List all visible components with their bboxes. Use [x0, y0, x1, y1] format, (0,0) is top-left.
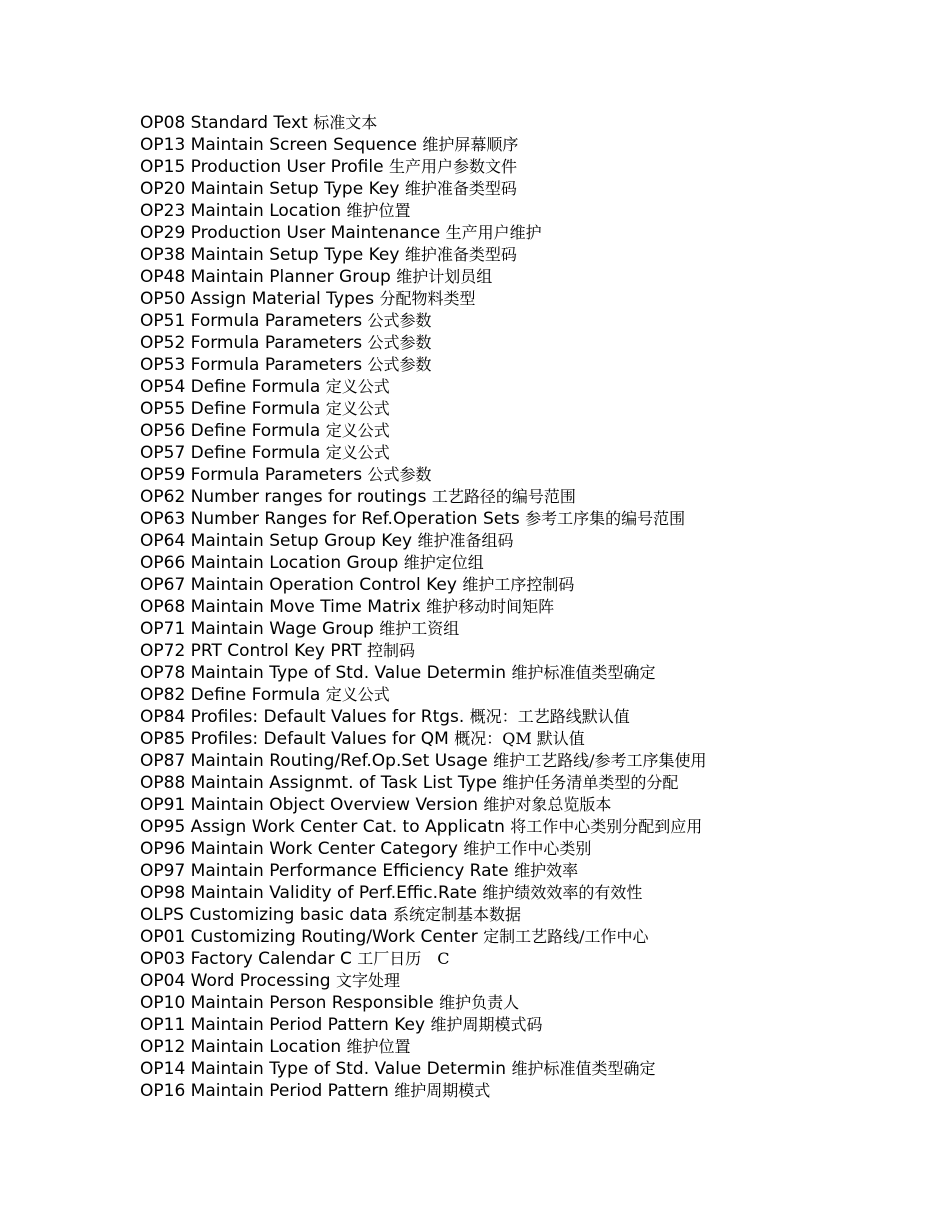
- transaction-description: Maintain Setup Group Key: [190, 531, 413, 551]
- transaction-code: OP04: [140, 971, 186, 991]
- transaction-description: Maintain Person Responsible: [190, 993, 434, 1013]
- transaction-description: Maintain Routing/Ref.Op.Set Usage: [190, 751, 488, 771]
- transaction-description-chinese: 参考工序集的编号范围: [525, 509, 686, 528]
- transaction-description: Production User Profile: [190, 157, 384, 177]
- transaction-description: Define Formula: [190, 421, 321, 441]
- transaction-line: [140, 574, 930, 596]
- transaction-line: [140, 332, 930, 354]
- transaction-description: Maintain Validity of Perf.Effic.Rate: [190, 883, 477, 903]
- transaction-description-chinese: 维护负责人: [439, 993, 520, 1012]
- transaction-description: Maintain Assignmt. of Task List Type: [190, 773, 497, 793]
- transaction-description-chinese: 将工作中心类别分配到应用: [510, 817, 703, 836]
- transaction-description-chinese: 生产用户参数文件: [388, 157, 517, 176]
- transaction-line: [140, 244, 930, 266]
- transaction-code: OP29: [140, 223, 186, 243]
- transaction-code: OP84: [140, 707, 186, 727]
- transaction-line: [140, 222, 930, 244]
- transaction-description: Assign Work Center Cat. to Applicatn: [190, 817, 505, 837]
- transaction-line: [140, 200, 930, 222]
- transaction-code: OP38: [140, 245, 186, 265]
- transaction-code: OP91: [140, 795, 186, 815]
- transaction-line: [140, 860, 930, 882]
- transaction-line: [140, 926, 930, 948]
- transaction-description-chinese: 定义公式: [325, 399, 390, 418]
- transaction-description: Maintain Location: [190, 201, 342, 221]
- transaction-description-chinese: 公式参数: [367, 355, 432, 374]
- transaction-line: [140, 288, 930, 310]
- transaction-description: Assign Material Types: [190, 289, 375, 309]
- transaction-line: [140, 838, 930, 860]
- transaction-description-chinese: 维护移动时间矩阵: [426, 597, 555, 616]
- transaction-description-chinese: 定义公式: [325, 443, 390, 462]
- transaction-code: OP20: [140, 179, 186, 199]
- transaction-line: [140, 970, 930, 992]
- transaction-code: OP15: [140, 157, 186, 177]
- transaction-code: OP96: [140, 839, 186, 859]
- transaction-code: OP85: [140, 729, 186, 749]
- transaction-description: Define Formula: [190, 685, 321, 705]
- transaction-code: OP11: [140, 1015, 186, 1035]
- transaction-description-chinese: 公式参数: [367, 333, 432, 352]
- transaction-description-chinese: 生产用户维护: [445, 223, 542, 242]
- transaction-code: OP10: [140, 993, 186, 1013]
- transaction-line: [140, 178, 930, 200]
- transaction-description-chinese: 维护绩效效率的有效性: [482, 883, 643, 902]
- transaction-description-chinese: 维护工艺路线/参考工序集使用: [493, 751, 707, 770]
- transaction-description: Profiles: Default Values for Rtgs.: [190, 707, 465, 727]
- transaction-line: [140, 464, 930, 486]
- transaction-line: [140, 508, 930, 530]
- transaction-description-chinese: 维护效率: [514, 861, 579, 880]
- transaction-description: Maintain Setup Type Key: [190, 245, 400, 265]
- transaction-description-chinese: 维护位置: [346, 1037, 411, 1056]
- transaction-code: OP14: [140, 1059, 186, 1079]
- transaction-line: [140, 992, 930, 1014]
- transaction-line: [140, 310, 930, 332]
- transaction-description: Maintain Screen Sequence: [190, 135, 417, 155]
- transaction-description: Define Formula: [190, 443, 321, 463]
- transaction-description: Maintain Planner Group: [190, 267, 391, 287]
- transaction-description: Maintain Work Center Category: [190, 839, 458, 859]
- transaction-line: [140, 662, 930, 684]
- transaction-code: OP16: [140, 1081, 186, 1101]
- transaction-description-chinese: 公式参数: [367, 311, 432, 330]
- transaction-description-chinese: 概况：QM 默认值: [454, 729, 585, 748]
- transaction-line: [140, 1058, 930, 1080]
- transaction-line: [140, 882, 930, 904]
- transaction-code: OP23: [140, 201, 186, 221]
- transaction-description-chinese: 维护周期模式: [394, 1081, 491, 1100]
- transaction-line: [140, 728, 930, 750]
- transaction-code: OP55: [140, 399, 186, 419]
- transaction-line: [140, 904, 930, 926]
- transaction-description: Customizing basic data: [189, 905, 388, 925]
- transaction-code: OP56: [140, 421, 186, 441]
- transaction-description-chinese: 维护准备组码: [417, 531, 514, 550]
- transaction-description-chinese: 维护标准值类型确定: [511, 663, 656, 682]
- transaction-code: OP51: [140, 311, 186, 331]
- transaction-code: OP01: [140, 927, 186, 947]
- transaction-description: Maintain Performance Efficiency Rate: [190, 861, 509, 881]
- transaction-description: Maintain Location: [190, 1037, 342, 1057]
- transaction-description: Maintain Period Pattern: [190, 1081, 389, 1101]
- transaction-description: Maintain Wage Group: [190, 619, 374, 639]
- transaction-description-chinese: 维护周期模式码: [430, 1015, 543, 1034]
- transaction-description-chinese: 维护工资组: [379, 619, 460, 638]
- transaction-description: Maintain Type of Std. Value Determin: [190, 663, 507, 683]
- transaction-description: Profiles: Default Values for QM: [190, 729, 449, 749]
- transaction-line: [140, 530, 930, 552]
- transaction-description: Production User Maintenance: [190, 223, 441, 243]
- transaction-line: [140, 112, 930, 134]
- transaction-description: Maintain Operation Control Key: [190, 575, 457, 595]
- transaction-description-chinese: 工艺路径的编号范围: [431, 487, 576, 506]
- transaction-code: OP88: [140, 773, 186, 793]
- transaction-description-chinese: 工厂日历 C: [357, 949, 450, 968]
- transaction-description-chinese: 维护位置: [346, 201, 411, 220]
- transaction-code: OP72: [140, 641, 186, 661]
- transaction-description-chinese: 维护准备类型码: [404, 179, 517, 198]
- transaction-description: Formula Parameters: [190, 465, 363, 485]
- transaction-description: Formula Parameters: [190, 311, 363, 331]
- transaction-line: [140, 772, 930, 794]
- transaction-description: Formula Parameters: [190, 333, 363, 353]
- transaction-description: Factory Calendar C: [190, 949, 352, 969]
- transaction-description-chinese: 维护屏幕顺序: [422, 135, 519, 154]
- transaction-description-chinese: 维护定位组: [403, 553, 484, 572]
- transaction-description-chinese: 维护工作中心类别: [463, 839, 592, 858]
- transaction-description: Standard Text: [190, 113, 308, 133]
- transaction-description: Maintain Move Time Matrix: [190, 597, 421, 617]
- transaction-description: Maintain Object Overview Version: [190, 795, 478, 815]
- transaction-line: [140, 948, 930, 970]
- transaction-code: OP59: [140, 465, 186, 485]
- transaction-line: [140, 156, 930, 178]
- transaction-description: Maintain Location Group: [190, 553, 399, 573]
- transaction-code: OP52: [140, 333, 186, 353]
- transaction-line: [140, 596, 930, 618]
- transaction-line: [140, 134, 930, 156]
- transaction-line: [140, 618, 930, 640]
- transaction-description: Maintain Setup Type Key: [190, 179, 400, 199]
- transaction-description-chinese: 维护标准值类型确定: [511, 1059, 656, 1078]
- transaction-description-chinese: 维护计划员组: [396, 267, 493, 286]
- transaction-line: [140, 552, 930, 574]
- transaction-code: OP13: [140, 135, 186, 155]
- transaction-description-chinese: 分配物料类型: [379, 289, 476, 308]
- transaction-line: [140, 794, 930, 816]
- transaction-code: OP03: [140, 949, 186, 969]
- transaction-line: [140, 376, 930, 398]
- transaction-line: [140, 640, 930, 662]
- transaction-line: [140, 1080, 930, 1102]
- transaction-description-chinese: 定义公式: [325, 685, 390, 704]
- transaction-code: OP97: [140, 861, 186, 881]
- transaction-description: Formula Parameters: [190, 355, 363, 375]
- transaction-description: PRT Control Key PRT: [190, 641, 362, 661]
- transaction-description-chinese: 定义公式: [325, 421, 390, 440]
- transaction-description-chinese: 维护工序控制码: [462, 575, 575, 594]
- transaction-line: [140, 1014, 930, 1036]
- transaction-description-chinese: 维护对象总览版本: [483, 795, 612, 814]
- transaction-line: [140, 442, 930, 464]
- transaction-code: OP48: [140, 267, 186, 287]
- transaction-code: OP98: [140, 883, 186, 903]
- document-page: [140, 112, 930, 1102]
- transaction-line: [140, 266, 930, 288]
- transaction-line: [140, 420, 930, 442]
- transaction-description: Maintain Type of Std. Value Determin: [190, 1059, 507, 1079]
- transaction-code: OP64: [140, 531, 186, 551]
- transaction-code: OP08: [140, 113, 186, 133]
- transaction-description-chinese: 定义公式: [325, 377, 390, 396]
- transaction-description-chinese: 定制工艺路线/工作中心: [483, 927, 649, 946]
- transaction-line: [140, 706, 930, 728]
- transaction-code: OP50: [140, 289, 186, 309]
- transaction-code: OP57: [140, 443, 186, 463]
- transaction-code: OP71: [140, 619, 186, 639]
- transaction-line: [140, 486, 930, 508]
- transaction-description-chinese: 维护准备类型码: [404, 245, 517, 264]
- transaction-line: [140, 398, 930, 420]
- transaction-description-chinese: 文字处理: [335, 971, 400, 990]
- transaction-line: [140, 816, 930, 838]
- transaction-code: OP82: [140, 685, 186, 705]
- transaction-code: OLPS: [140, 905, 184, 925]
- transaction-code: OP12: [140, 1037, 186, 1057]
- transaction-code: OP66: [140, 553, 186, 573]
- transaction-description: Customizing Routing/Work Center: [190, 927, 478, 947]
- transaction-code: OP63: [140, 509, 186, 529]
- transaction-description-chinese: 控制码: [366, 641, 415, 660]
- transaction-line: [140, 684, 930, 706]
- transaction-description-chinese: 标准文本: [313, 113, 378, 132]
- transaction-code: OP95: [140, 817, 186, 837]
- transaction-line: [140, 1036, 930, 1058]
- transaction-code: OP78: [140, 663, 186, 683]
- transaction-code: OP53: [140, 355, 186, 375]
- transaction-description-chinese: 维护任务清单类型的分配: [502, 773, 679, 792]
- transaction-code: OP67: [140, 575, 186, 595]
- transaction-description-chinese: 公式参数: [367, 465, 432, 484]
- transaction-description-chinese: 概况：工艺路线默认值: [469, 707, 630, 726]
- transaction-code: OP68: [140, 597, 186, 617]
- transaction-code: OP54: [140, 377, 186, 397]
- transaction-line: [140, 750, 930, 772]
- transaction-code: OP62: [140, 487, 186, 507]
- transaction-description: Number Ranges for Ref.Operation Sets: [190, 509, 520, 529]
- transaction-description: Define Formula: [190, 377, 321, 397]
- transaction-code: OP87: [140, 751, 186, 771]
- transaction-description: Word Processing: [190, 971, 331, 991]
- transaction-line: [140, 354, 930, 376]
- transaction-description: Number ranges for routings: [190, 487, 427, 507]
- transaction-description-chinese: 系统定制基本数据: [393, 905, 522, 924]
- transaction-description: Maintain Period Pattern Key: [190, 1015, 426, 1035]
- transaction-description: Define Formula: [190, 399, 321, 419]
